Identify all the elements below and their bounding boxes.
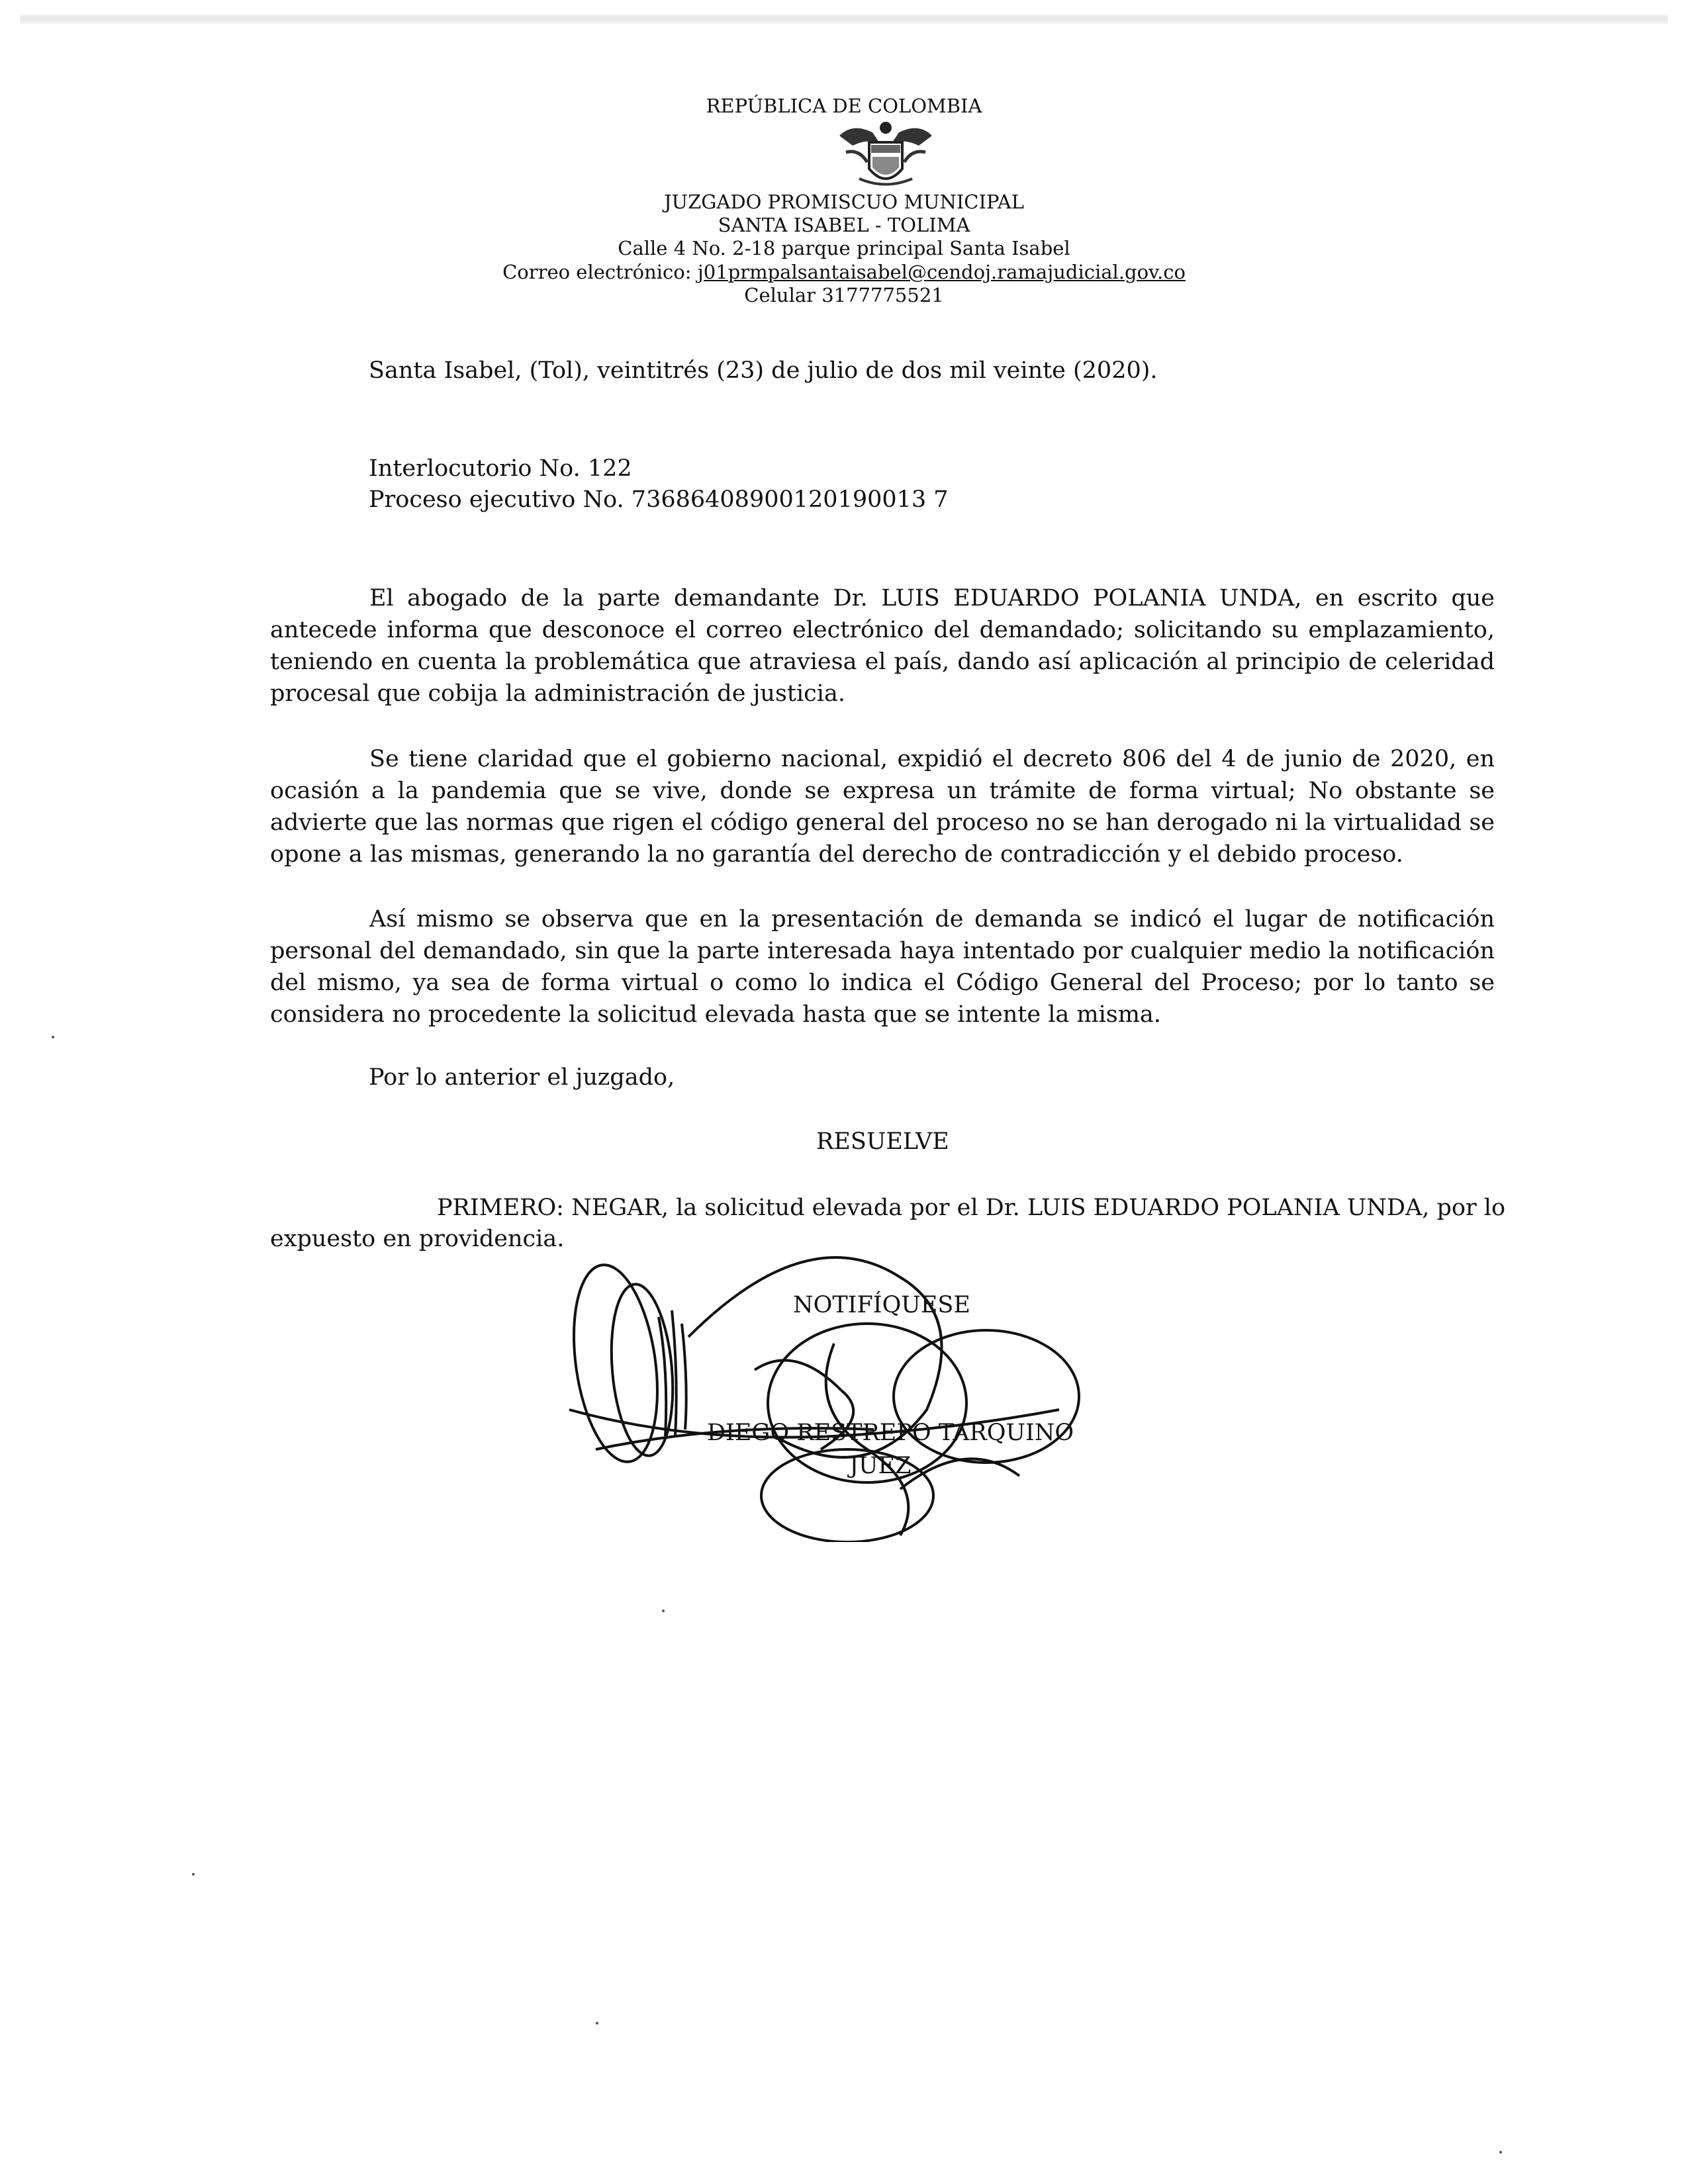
paragraph-3: Así mismo se observa que en la presentación de demanda se indicó el lugar de notificación personal del demandado, sin que la parte interesada haya intentado por cualquier medio la notificación del mismo, ya sea de forma virtual o como lo indica el Código General del Proceso; por lo tanto se considera no procedente la solicitud elevada hasta que se intente la misma. bbox=[270, 906, 1495, 1028]
judge-title: JUEZ bbox=[849, 1453, 912, 1479]
interlocutorio-number: Interlocutorio No. 122 bbox=[369, 455, 632, 482]
header-address: Calle 4 No. 2-18 parque principal Santa Isabel bbox=[618, 237, 1070, 259]
header-phone: Celular 3177775521 bbox=[744, 284, 944, 306]
header-country: REPÚBLICA DE COLOMBIA bbox=[706, 95, 982, 117]
paragraph-1: El abogado de la parte demandante Dr. LUIS EDUARDO POLANIA UNDA, en escrito que antecede informa que desconoce el correo electrónico del demandado; solicitando su emplazamiento, teniendo en cuenta la problemática que atraviesa el país, dando así aplicación al principio de celeridad procesal que cobija la administración de justicia. bbox=[270, 585, 1495, 707]
header-court: JUZGADO PROMISCUO MUNICIPAL bbox=[664, 191, 1024, 213]
scan-speck bbox=[1499, 2151, 1502, 2154]
header-contact bbox=[0, 260, 1688, 284]
scan-speck bbox=[192, 1873, 195, 1876]
resolution-primero-line2: expuesto en providencia. bbox=[270, 1226, 565, 1252]
judge-name: DIEGO RESTREPO TARQUINO bbox=[707, 1420, 1074, 1446]
scan-artifact bbox=[20, 15, 1668, 24]
email-label: Correo electrónico: bbox=[502, 261, 698, 283]
notify-text: NOTIFÍQUESE bbox=[793, 1292, 970, 1318]
scan-speck bbox=[662, 1610, 665, 1612]
handwritten-signature bbox=[556, 1238, 1139, 1542]
email-link[interactable]: j01prmpalsantaisabel@cendoj.ramajudicial.gov.co bbox=[697, 261, 1186, 283]
resolution-heading: RESUELVE bbox=[816, 1128, 949, 1155]
process-number: Proceso ejecutivo No. 73686408900120190013 7 bbox=[369, 486, 949, 513]
date-line: Santa Isabel, (Tol), veintitrés (23) de julio de dos mil veinte (2020). bbox=[369, 357, 1158, 384]
scan-speck bbox=[596, 2022, 598, 2025]
paragraph-2: Se tiene claridad que el gobierno nacional, expidió el decreto 806 del 4 de junio de 2020, en ocasión a la pandemia que se vive, donde se expresa un trámite de forma virtual; No obstante se advierte que las normas que rigen el código general del proceso no se han derogado ni la virtualidad se opone a las mismas, generando la no garantía del derecho de contradicción y el debido proceso. bbox=[270, 746, 1495, 868]
scan-speck bbox=[52, 1036, 54, 1038]
header-city: SANTA ISABEL - TOLIMA bbox=[718, 214, 970, 236]
resolution-primero-line1: PRIMERO: NEGAR, la solicitud elevada por el Dr. LUIS EDUARDO POLANIA UNDA, por lo bbox=[437, 1195, 1506, 1221]
coat-of-arms-icon bbox=[833, 116, 939, 192]
paragraph-4: Por lo anterior el juzgado, bbox=[369, 1064, 675, 1091]
